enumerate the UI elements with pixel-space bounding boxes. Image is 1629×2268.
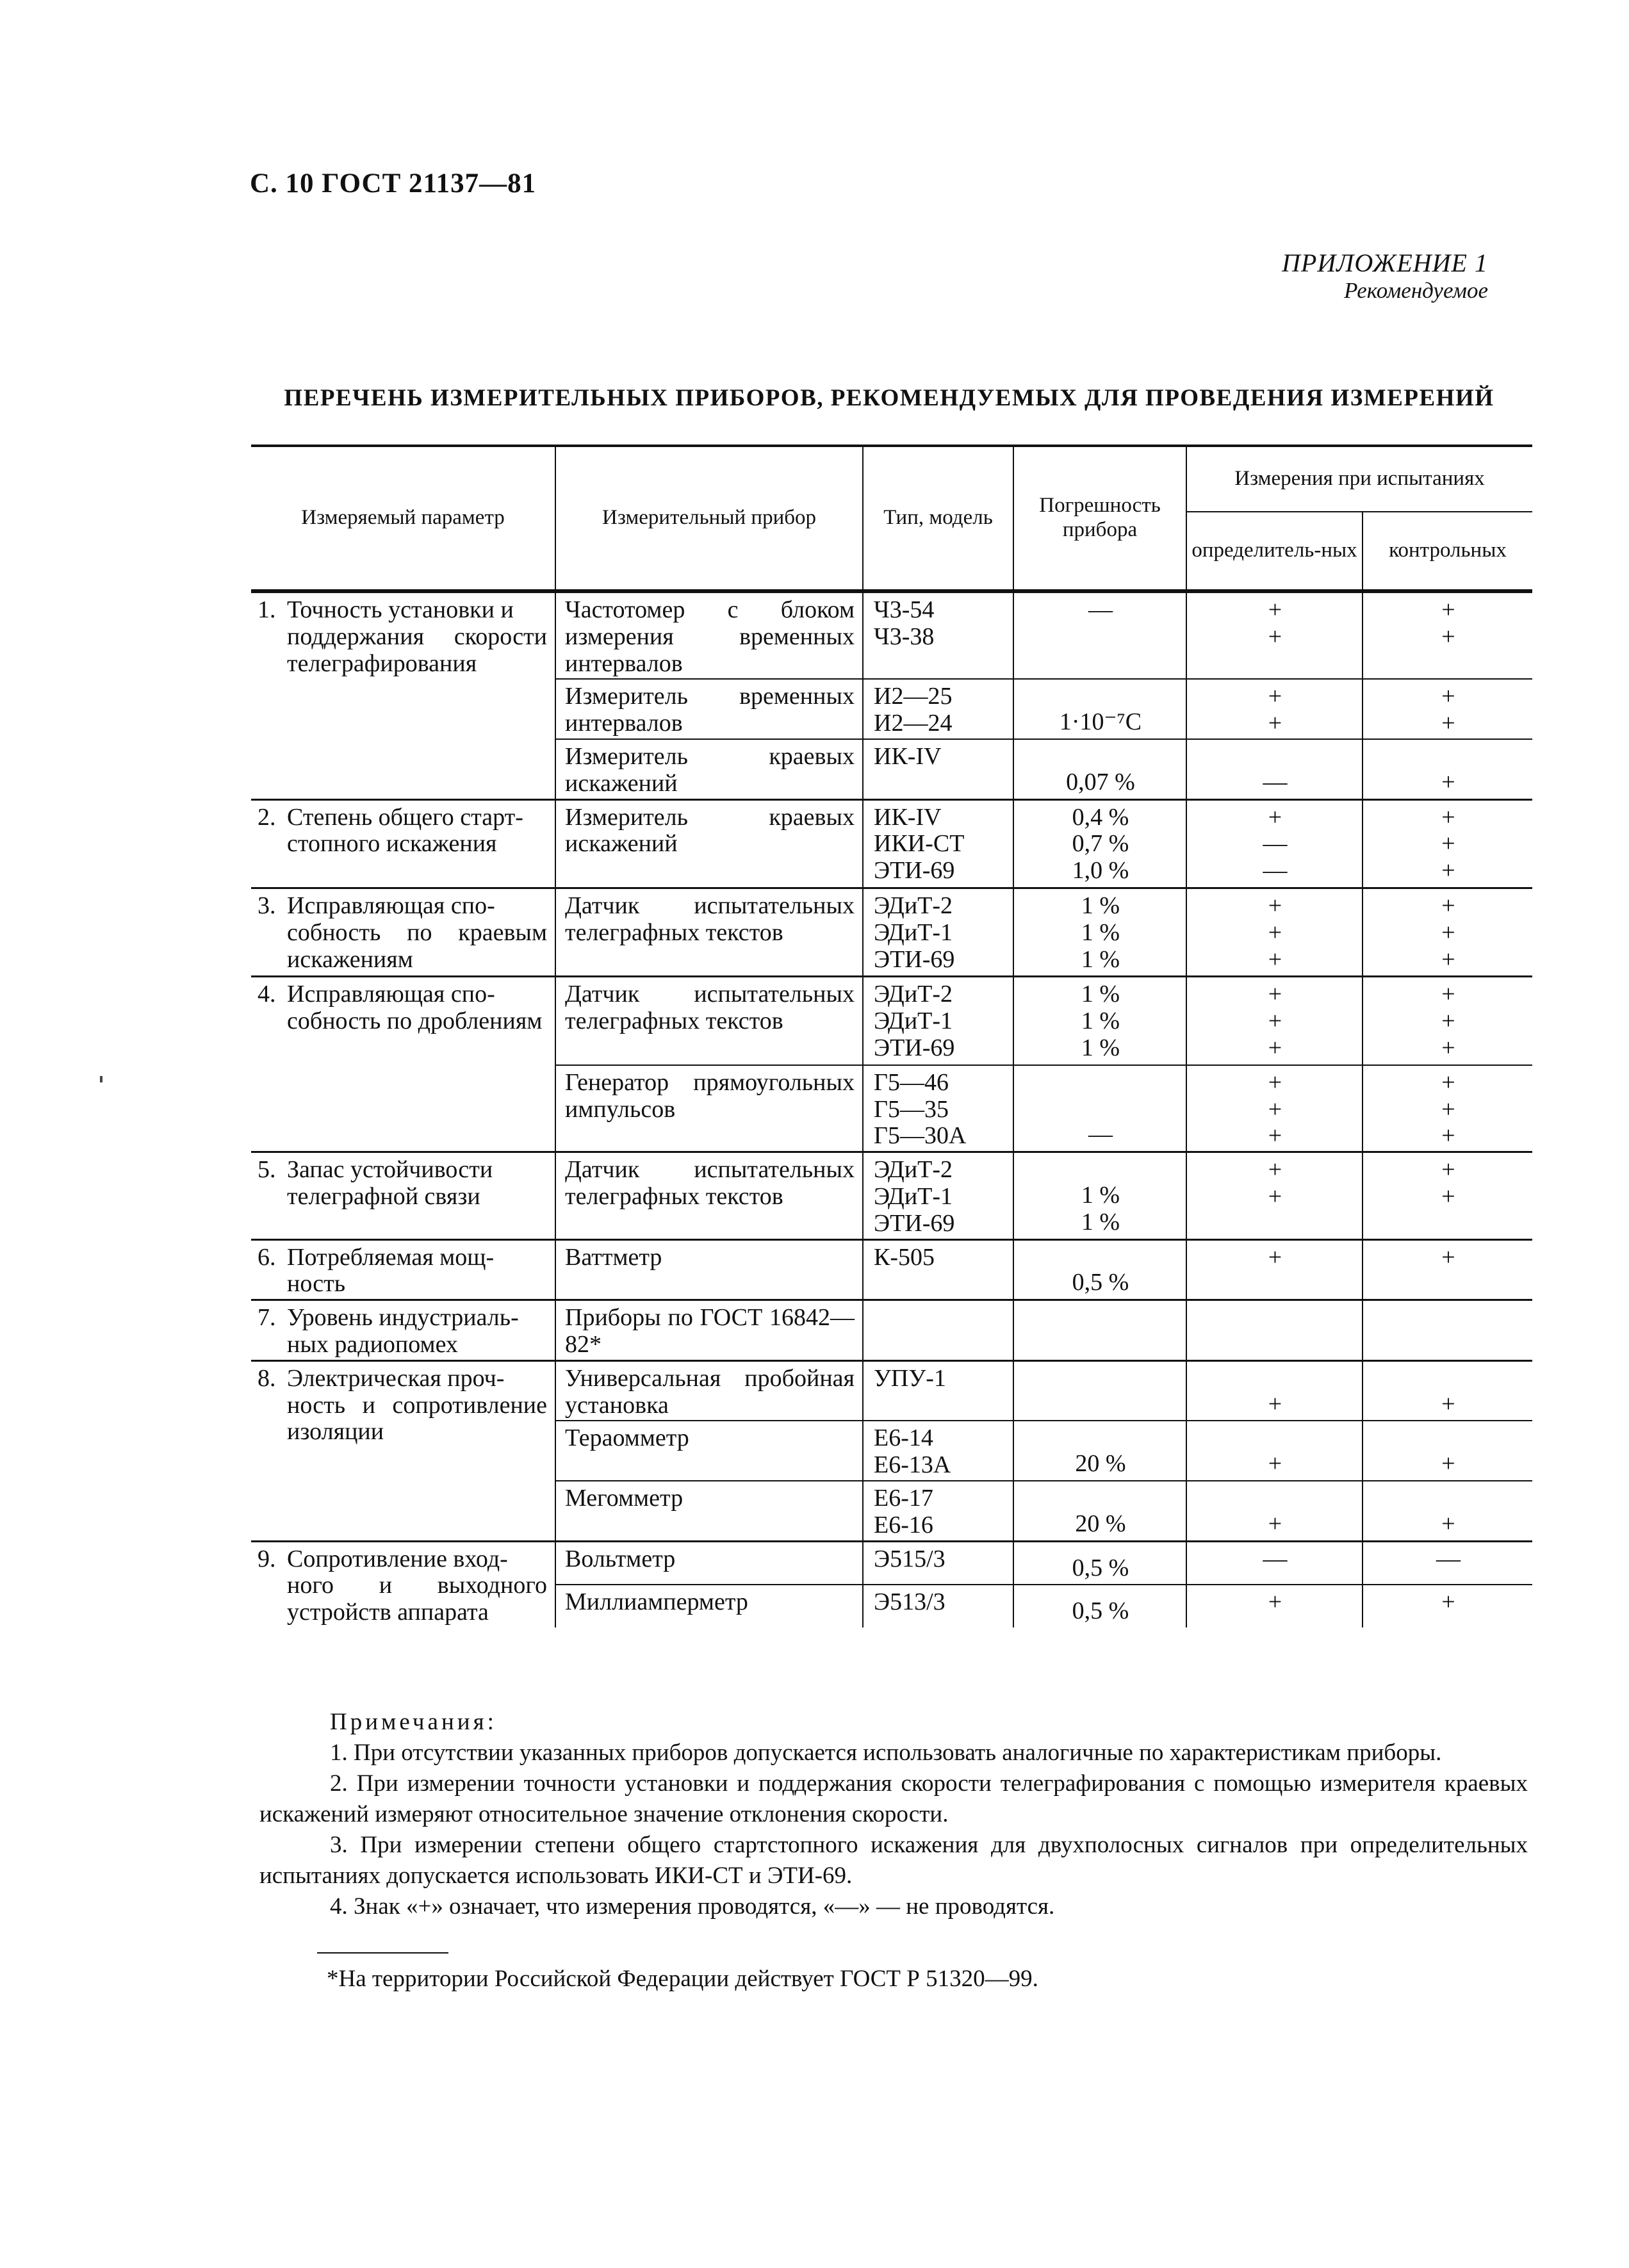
cell-control-value: + [1441, 623, 1455, 650]
cell-type [863, 679, 1013, 739]
cell-determinative [1186, 1421, 1363, 1481]
cell-control-value: — [1436, 1545, 1461, 1572]
cell-determinative [1186, 1300, 1363, 1361]
cell-type-value: ИКИ-СТ [874, 830, 965, 858]
cell-type-value: ЭТИ-69 [874, 945, 955, 973]
parameter-first-line [258, 981, 547, 1008]
cell-error [1013, 1585, 1186, 1628]
cell-determinative-value: + [1268, 803, 1282, 831]
cell-instrument: Тераомметр [555, 1421, 863, 1481]
cell-error-value: 0,5 % [1072, 1269, 1129, 1296]
parameter-first-line [258, 1366, 547, 1392]
cell-control-value: + [1441, 1182, 1455, 1210]
parameter-text: Степень общего старт- [287, 803, 523, 831]
cell-parameter [251, 1360, 555, 1541]
table-row [251, 1300, 1532, 1361]
cell-error-value: — [1088, 596, 1113, 623]
cell-type-value: К-505 [874, 1243, 935, 1271]
cell-determinative-value: + [1268, 918, 1282, 946]
cell-control-value: + [1441, 1008, 1455, 1035]
cell-type-value: Г5—30А [874, 1122, 967, 1150]
cell-error-value: 1 % [1081, 945, 1120, 973]
appendix-label [1282, 249, 1488, 304]
cell-determinative-value: + [1268, 1156, 1282, 1184]
cell-error [1013, 1541, 1186, 1585]
cell-control [1363, 1239, 1532, 1300]
parameter-number: 6. [258, 1243, 276, 1271]
cell-error-value: 20 % [1075, 1450, 1126, 1478]
parameter-text: Запас устойчивости [287, 1156, 493, 1184]
cell-control [1363, 1065, 1532, 1152]
cell-parameter [251, 1541, 555, 1628]
cell-determinative-value: + [1268, 1068, 1282, 1096]
cell-determinative-value: + [1268, 1243, 1282, 1271]
cell-determinative-value: + [1268, 623, 1282, 650]
cell-error [1013, 1481, 1186, 1541]
parameter-first-line [258, 597, 547, 624]
cell-determinative-value: + [1268, 1450, 1282, 1478]
cell-determinative [1186, 1239, 1363, 1300]
parameter-text: Электрическая проч- [287, 1364, 505, 1392]
footnote: *На территории Российской Федерации действует ГОСТ Р 51320—99. [327, 1966, 1038, 1992]
parameter-text-cont: стопного искажения [287, 830, 497, 858]
cell-type-value: ЭДиТ-2 [874, 981, 953, 1008]
cell-control-value: + [1441, 857, 1455, 885]
cell-determinative-value: + [1268, 1510, 1282, 1537]
cell-control-value: + [1441, 803, 1455, 831]
cell-control-value: + [1441, 1156, 1455, 1184]
cell-control [1363, 888, 1532, 976]
cell-control-value: + [1441, 892, 1455, 919]
cell-type [863, 1065, 1013, 1152]
cell-determinative-value: + [1268, 1390, 1282, 1417]
header-control: контрольных [1363, 512, 1532, 591]
table-row [251, 977, 1532, 1065]
header-instrument: Измерительный прибор [555, 446, 863, 591]
parameter-first-line [258, 1244, 547, 1271]
cell-error [1013, 1300, 1186, 1361]
cell-instrument: Измеритель краевых искажений [555, 739, 863, 799]
note-item: 4. Знак «+» означает, что измерения проводятся, «—» — не проводятся. [330, 1893, 1055, 1920]
cell-type [863, 1421, 1013, 1481]
cell-type-value: Э515/3 [874, 1545, 945, 1572]
parameter-number: 7. [258, 1304, 276, 1332]
cell-error-value: 1 % [1081, 1208, 1120, 1236]
cell-determinative [1186, 591, 1363, 679]
cell-type-value: Е6-13А [874, 1451, 951, 1479]
note-item: 2. При измерении точности установки и поддержания скорости телеграфирования с помощью измерителя краевых искажений измеряют относительное значение отклонения скорости. [259, 1770, 1528, 1827]
parameter-first-line [258, 1546, 547, 1573]
cell-error-value: 1 % [1081, 918, 1120, 946]
cell-determinative-value: + [1268, 1122, 1282, 1150]
cell-determinative [1186, 888, 1363, 976]
cell-control [1363, 1585, 1532, 1628]
cell-error-value: 1,0 % [1072, 857, 1129, 885]
cell-determinative-value: + [1268, 710, 1282, 737]
cell-error-value: 0,07 % [1066, 768, 1135, 795]
parameter-first-line [258, 1157, 547, 1184]
cell-determinative-value: + [1268, 981, 1282, 1008]
parameter-number: 2. [258, 803, 276, 831]
cell-determinative [1186, 1360, 1363, 1421]
cell-parameter [251, 591, 555, 799]
cell-control [1363, 977, 1532, 1065]
cell-determinative [1186, 1541, 1363, 1585]
parameter-text-cont: ных радиопомех [287, 1330, 458, 1358]
cell-instrument: Измеритель временных интервалов [555, 679, 863, 739]
cell-type [863, 888, 1013, 976]
cell-determinative [1186, 1152, 1363, 1239]
parameter-number: 5. [258, 1156, 276, 1184]
table-row [251, 1152, 1532, 1239]
cell-instrument: Частотомер с блоком измерения временных интервалов [555, 591, 863, 679]
cell-control-value: + [1441, 710, 1455, 737]
cell-error-value: 0,5 % [1072, 1554, 1129, 1581]
cell-control-value: + [1441, 596, 1455, 623]
parameter-first-line [258, 893, 547, 920]
cell-parameter [251, 977, 555, 1152]
cell-error [1013, 679, 1186, 739]
cell-error [1013, 888, 1186, 976]
parameter-first-line [258, 804, 547, 831]
cell-control-value: + [1441, 1588, 1455, 1616]
table-row [251, 799, 1532, 888]
cell-error [1013, 591, 1186, 679]
cell-error-value: 1 % [1081, 1181, 1120, 1209]
cell-type [863, 1585, 1013, 1628]
appendix-number: ПРИЛОЖЕНИЕ 1 [1282, 249, 1488, 277]
document-title: ПЕРЕЧЕНЬ ИЗМЕРИТЕЛЬНЫХ ПРИБОРОВ, РЕКОМЕНДУЕМЫХ ДЛЯ ПРОВЕДЕНИЯ ИЗМЕРЕНИЙ [284, 385, 1494, 411]
parameter-text-cont: собность по дроблениям [287, 1008, 543, 1035]
parameter-number: 1. [258, 596, 276, 623]
cell-type [863, 1360, 1013, 1421]
cell-control [1363, 1421, 1532, 1481]
cell-determinative-value: + [1268, 1034, 1282, 1061]
header-error: Погрешность прибора [1013, 446, 1186, 591]
parameter-text-cont: ного и выходного устройств аппарата [287, 1572, 547, 1626]
cell-type-value: ЭТИ-69 [874, 1034, 955, 1061]
cell-determinative [1186, 977, 1363, 1065]
cell-error [1013, 1239, 1186, 1300]
cell-type-value: Е6-16 [874, 1511, 933, 1538]
cell-type [863, 591, 1013, 679]
cell-control-value: + [1441, 1122, 1455, 1150]
table-row [251, 1239, 1532, 1300]
cell-type [863, 977, 1013, 1065]
cell-determinative [1186, 1585, 1363, 1628]
parameter-text-cont: собность по краевым искажениям [287, 918, 547, 973]
cell-control [1363, 1541, 1532, 1585]
cell-control [1363, 799, 1532, 888]
cell-type-value: Е6-17 [874, 1484, 933, 1512]
cell-control-value: + [1441, 768, 1455, 795]
cell-type-value: Ч3-54 [874, 596, 935, 623]
cell-parameter [251, 888, 555, 976]
footnote-divider [317, 1952, 448, 1954]
cell-control [1363, 1152, 1532, 1239]
cell-error-value: 1 % [1081, 892, 1120, 919]
table-row [251, 591, 1532, 679]
page-header: С. 10 ГОСТ 21137—81 [250, 168, 537, 199]
cell-determinative [1186, 799, 1363, 888]
cell-error-value: 0,4 % [1072, 803, 1129, 831]
parameter-text-cont: телеграфной связи [287, 1182, 480, 1210]
parameter-text: Уровень индустриаль- [287, 1304, 519, 1332]
cell-control-value: + [1441, 1243, 1455, 1271]
parameter-text: Сопротивление вход- [287, 1545, 508, 1572]
cell-error-value: 1·10⁻⁷С [1059, 708, 1142, 736]
cell-control-value: + [1441, 945, 1455, 973]
cell-control-value: + [1441, 918, 1455, 946]
cell-determinative-value: + [1268, 892, 1282, 919]
cell-type [863, 1541, 1013, 1585]
cell-control-value: + [1441, 1095, 1455, 1123]
cell-determinative-value: + [1268, 945, 1282, 973]
cell-determinative-value: — [1263, 768, 1288, 795]
cell-instrument: Мегомметр [555, 1481, 863, 1541]
parameter-text: Исправляющая спо- [287, 892, 495, 919]
cell-error [1013, 1065, 1186, 1152]
cell-control [1363, 679, 1532, 739]
cell-type-value: И2—24 [874, 710, 953, 737]
cell-error-value: 1 % [1081, 1034, 1120, 1061]
cell-error-value: 1 % [1081, 1008, 1120, 1035]
cell-control-value: + [1441, 1510, 1455, 1537]
note-item: 3. При измерении степени общего стартстопного искажения для двухполосных сигналов при определительных испытаниях допускается использовать ИКИ-СТ и ЭТИ-69. [259, 1832, 1528, 1889]
header-type: Тип, модель [863, 446, 1013, 591]
cell-instrument: Ваттметр [555, 1239, 863, 1300]
cell-error [1013, 1360, 1186, 1421]
cell-control [1363, 1481, 1532, 1541]
cell-type [863, 1481, 1013, 1541]
cell-type [863, 739, 1013, 799]
cell-control-value: + [1441, 1068, 1455, 1096]
cell-type-value: ЭДиТ-2 [874, 892, 953, 919]
cell-control [1363, 591, 1532, 679]
cell-instrument: Датчик испытательных телеграфных текстов [555, 1152, 863, 1239]
cell-control-value: + [1441, 1390, 1455, 1417]
parameter-text: Точность установки и [287, 596, 514, 623]
cell-control [1363, 739, 1532, 799]
cell-parameter [251, 1152, 555, 1239]
cell-control-value: + [1441, 981, 1455, 1008]
cell-determinative [1186, 1065, 1363, 1152]
cell-error [1013, 1152, 1186, 1239]
cell-control-value: + [1441, 1034, 1455, 1061]
cell-instrument: Датчик испытательных телеграфных текстов [555, 977, 863, 1065]
cell-instrument: Генератор прямоугольных импульсов [555, 1065, 863, 1152]
cell-type-value: ЭДиТ-1 [874, 1008, 953, 1035]
cell-parameter [251, 1300, 555, 1361]
cell-type-value: И2—25 [874, 683, 953, 710]
cell-type-value: ЭТИ-69 [874, 857, 955, 885]
parameter-number: 4. [258, 981, 276, 1008]
cell-control-value: + [1441, 830, 1455, 858]
parameter-first-line [258, 1305, 547, 1332]
cell-type-value: Г5—46 [874, 1068, 949, 1096]
cell-determinative [1186, 739, 1363, 799]
cell-control-value: + [1441, 683, 1455, 710]
cell-determinative [1186, 679, 1363, 739]
appendix-status: Рекомендуемое [1344, 278, 1488, 303]
cell-determinative-value: + [1268, 1008, 1282, 1035]
cell-type-value: Е6-14 [874, 1424, 933, 1452]
header-tests: Измерения при испытаниях [1186, 446, 1532, 512]
table-row [251, 1360, 1532, 1421]
header-determinative: определитель-ных [1186, 512, 1363, 591]
cell-type-value: ИК-IV [874, 742, 942, 770]
cell-determinative-value: + [1268, 1182, 1282, 1210]
cell-determinative [1186, 1481, 1363, 1541]
cell-type [863, 1300, 1013, 1361]
cell-determinative-value: — [1263, 1545, 1288, 1572]
cell-parameter [251, 1239, 555, 1300]
cell-type-value: Э513/3 [874, 1588, 945, 1616]
cell-control-value: + [1441, 1450, 1455, 1478]
cell-type-value: Г5—35 [874, 1095, 949, 1123]
parameter-number: 9. [258, 1545, 276, 1572]
cell-error-value: 20 % [1075, 1510, 1126, 1537]
cell-determinative-value: — [1263, 857, 1288, 885]
cell-error [1013, 799, 1186, 888]
parameter-text: Исправляющая спо- [287, 981, 495, 1008]
instruments-table [251, 445, 1532, 1628]
cell-error-value: 1 % [1081, 981, 1120, 1008]
cell-error [1013, 739, 1186, 799]
cell-type-value: ЭДиТ-1 [874, 918, 953, 946]
cell-type-value: ИК-IV [874, 803, 942, 831]
cell-parameter [251, 799, 555, 888]
cell-instrument: Вольтметр [555, 1541, 863, 1585]
cell-type-value: Ч3-38 [874, 623, 935, 650]
cell-type [863, 1152, 1013, 1239]
cell-instrument: Универсальная пробойная установка [555, 1360, 863, 1421]
cell-type [863, 799, 1013, 888]
notes-heading: Примечания: [330, 1709, 497, 1735]
cell-instrument: Измеритель краевых искажений [555, 799, 863, 888]
note-item: 1. При отсутствии указанных приборов допускается использовать аналогичные по характеристикам приборы. [330, 1740, 1442, 1766]
parameter-text: Потребляемая мощ- [287, 1243, 495, 1271]
scan-mark [100, 1076, 102, 1082]
parameter-text-cont: ность и сопротивление изоляции [287, 1391, 547, 1446]
cell-determinative-value: + [1268, 1095, 1282, 1123]
cell-type-value: ЭДиТ-2 [874, 1156, 953, 1184]
parameter-text-cont: ность [287, 1270, 346, 1298]
cell-error-value: — [1088, 1121, 1113, 1148]
cell-determinative-value: + [1268, 596, 1282, 623]
cell-determinative-value: — [1263, 830, 1288, 858]
notes-section [259, 1707, 1528, 1922]
cell-determinative-value: + [1268, 683, 1282, 710]
cell-error-value: 0,5 % [1072, 1597, 1129, 1625]
table-row [251, 1541, 1532, 1585]
cell-type [863, 1239, 1013, 1300]
parameter-number: 3. [258, 892, 276, 919]
cell-type-value: ЭДиТ-1 [874, 1182, 953, 1210]
parameter-text-cont: поддержания скорости телеграфирования [287, 623, 547, 677]
header-parameter: Измеряемый параметр [251, 446, 555, 591]
cell-type-value: ЭТИ-69 [874, 1209, 955, 1237]
cell-type-value: УПУ-1 [874, 1364, 946, 1392]
cell-error [1013, 977, 1186, 1065]
cell-instrument: Приборы по ГОСТ 16842—82* [555, 1300, 863, 1361]
cell-error-value: 0,7 % [1072, 830, 1129, 858]
table-row [251, 888, 1532, 976]
cell-control [1363, 1360, 1532, 1421]
cell-control [1363, 1300, 1532, 1361]
cell-determinative-value: + [1268, 1588, 1282, 1616]
parameter-number: 8. [258, 1364, 276, 1392]
cell-error [1013, 1421, 1186, 1481]
cell-instrument: Миллиамперметр [555, 1585, 863, 1628]
cell-instrument: Датчик испытательных телеграфных текстов [555, 888, 863, 976]
